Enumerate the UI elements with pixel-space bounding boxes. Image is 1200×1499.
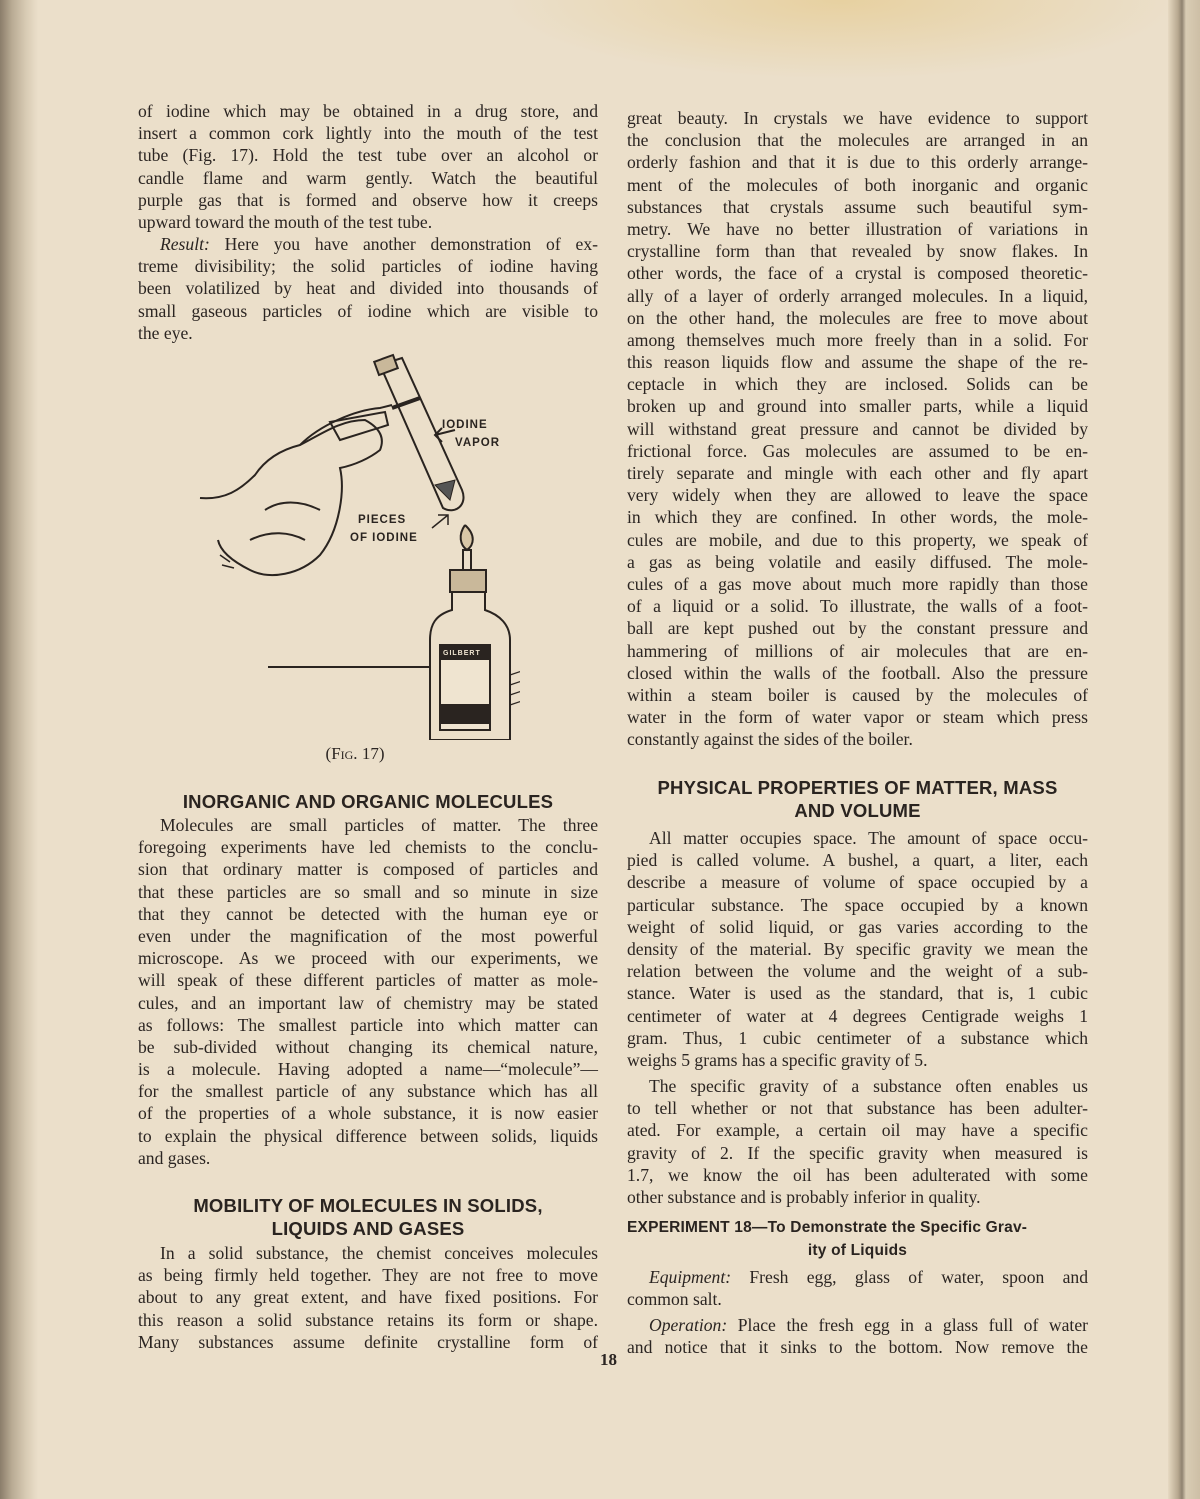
- text-line: [138, 277, 598, 299]
- text-line: [627, 640, 1088, 662]
- line-text: ceptacle in which they are inclosed. Solids can be: [627, 374, 1088, 395]
- line-text: describe a measure of volume of space occupied by a: [627, 872, 1088, 893]
- line-text: orderly fashion and that it is due to this orderly arrange-: [627, 152, 1088, 173]
- line-text: Fresh egg, glass of water, spoon and: [731, 1267, 1088, 1287]
- caption-fig: Fig.: [331, 744, 358, 763]
- heading-experiment-18: [627, 1216, 1088, 1262]
- line-text: density of the material. By specific gravity we mean the: [627, 938, 1088, 959]
- line-text: weight of solid liquid, or gas varies according to the: [627, 916, 1088, 937]
- line-text: treme divisibility; the solid particles of iodine having: [138, 256, 598, 277]
- alcohol-lamp-bottle: [268, 525, 520, 740]
- text-line: [627, 827, 1088, 849]
- text-line: [138, 1014, 598, 1036]
- text-line: [627, 506, 1088, 528]
- line-text: to tell whether or not that substance has been adulter-: [627, 1098, 1088, 1119]
- line-text: insert a common cork lightly into the mouth of the test: [138, 123, 598, 144]
- caption-number: 17): [357, 744, 385, 763]
- line-text: Place the fresh egg in a glass full of water: [727, 1315, 1088, 1335]
- line-text: that these particles are so small and so minute in size: [138, 881, 598, 902]
- text-line: [138, 211, 598, 233]
- line-text: common salt.: [627, 1289, 722, 1310]
- page-binding-right: [1168, 0, 1200, 1499]
- line-text: to explain the physical difference between solids, liquids: [138, 1125, 598, 1146]
- line-text: tirely separate and mingle with each other and fly apart: [627, 463, 1088, 483]
- text-line: [627, 1314, 1088, 1336]
- text-line: [627, 894, 1088, 916]
- text-line: [627, 960, 1088, 982]
- text-line: [138, 1102, 598, 1124]
- line-text: gram. Thus, 1 cubic centimeter of a substance which: [627, 1027, 1088, 1048]
- line-text: and notice that it sinks to the bottom. Now remove the: [627, 1337, 1088, 1358]
- line-text: ally of a layer of orderly arranged molecules. In a liquid,: [627, 285, 1088, 306]
- heading-line-1: PHYSICAL PROPERTIES OF MATTER, MASS: [657, 777, 1058, 798]
- heading-line-1: EXPERIMENT 18—To Demonstrate the Specific Grav-: [627, 1219, 1028, 1236]
- line-text: weighs 5 grams has a specific gravity of 5.: [627, 1049, 928, 1070]
- text-line: [627, 573, 1088, 595]
- text-line: [627, 351, 1088, 373]
- line-text: metry. We have no better illustration of variations in: [627, 218, 1088, 239]
- page-number: 18: [600, 1350, 617, 1369]
- line-text: in which they are confined. In other words, the mole-: [627, 507, 1088, 528]
- text-line: [627, 1119, 1088, 1141]
- text-line: [138, 925, 598, 947]
- figure-17-illustration: [180, 350, 520, 740]
- paragraph-operation: [627, 1314, 1088, 1358]
- heading-line-1: MOBILITY OF MOLECULES IN SOLIDS,: [193, 1195, 543, 1216]
- test-tube: [374, 355, 463, 528]
- line-text: constantly against the sides of the boiler.: [627, 729, 913, 750]
- line-text: is a molecule. Having adopted a name—“molecule”—: [138, 1059, 598, 1080]
- text-line: [627, 706, 1088, 728]
- hand-illustration: [200, 405, 392, 575]
- line-text: candle flame and warm gently. Watch the beautiful: [138, 167, 598, 188]
- text-line: [627, 151, 1088, 173]
- paragraph-adulteration: [627, 1075, 1088, 1208]
- text-line: [627, 916, 1088, 938]
- line-text: cules of a gas move about much more rapidly than those: [627, 573, 1088, 594]
- line-text: Many substances assume definite crystalline form of: [138, 1331, 598, 1352]
- line-text: All matter occupies space. The amount of space occu-: [649, 828, 1088, 848]
- text-line: [627, 1266, 1088, 1288]
- heading-line-2: AND VOLUME: [794, 800, 921, 821]
- text-line: [138, 300, 598, 322]
- line-text: of a liquid or a solid. To illustrate, the walls of a foot-: [627, 596, 1088, 617]
- text-line: [138, 1058, 598, 1080]
- text-line: [138, 858, 598, 880]
- text-line: [138, 233, 598, 255]
- line-text: a gas as being volatile and easily diffused. The mole-: [627, 551, 1088, 572]
- paragraph-equipment: [627, 1266, 1088, 1310]
- text-line: [627, 938, 1088, 960]
- text-line: [627, 551, 1088, 573]
- text-line: [138, 1036, 598, 1058]
- text-line: [627, 174, 1088, 196]
- line-text: among themselves much more freely than in a solid. For: [627, 329, 1088, 350]
- line-text: been volatilized by heat and divided into thousands of: [138, 278, 598, 299]
- line-text: for the smallest particle of any substance which has all: [138, 1081, 598, 1102]
- italic-lead: Operation:: [649, 1315, 728, 1335]
- text-line: [627, 129, 1088, 151]
- text-line: [138, 836, 598, 858]
- heading-line-2: LIQUIDS AND GASES: [271, 1218, 465, 1239]
- line-text: pied is called volume. A bushel, a quart, a liter, each: [627, 850, 1088, 871]
- text-line: [138, 322, 598, 344]
- text-line: [627, 329, 1088, 351]
- line-text: ment of the molecules of both inorganic and organic: [627, 174, 1088, 195]
- line-text: and gases.: [138, 1147, 211, 1168]
- label-pieces-1: PIECES: [358, 514, 407, 526]
- text-line: [138, 122, 598, 144]
- line-text: within a steam boiler is caused by the molecules of: [627, 684, 1088, 705]
- text-line: [627, 849, 1088, 871]
- text-line: [627, 684, 1088, 706]
- line-text: other substance and is probably inferior in quality.: [627, 1186, 981, 1207]
- line-text: The specific gravity of a substance often enables us: [649, 1076, 1088, 1096]
- line-text: even under the magnification of the most powerful: [138, 925, 598, 946]
- text-line: [627, 1336, 1088, 1358]
- text-line: [627, 529, 1088, 551]
- italic-lead: Result:: [160, 234, 210, 254]
- text-line: [627, 1097, 1088, 1119]
- line-text: the conclusion that the molecules are arranged in an: [627, 130, 1088, 151]
- paragraph-crystals-liquids-gases: [627, 107, 1088, 750]
- text-line: [138, 947, 598, 969]
- text-line: [627, 307, 1088, 329]
- line-text: ball are kept pushed out by the constant pressure and: [627, 618, 1088, 639]
- line-text: substances that crystals assume such beautiful sym-: [627, 196, 1088, 217]
- line-text: that they cannot be detected with the human eye or: [138, 903, 598, 924]
- text-line: [627, 196, 1088, 218]
- text-line: [627, 107, 1088, 129]
- text-line: [138, 1242, 598, 1264]
- text-line: [138, 1331, 598, 1353]
- line-text: In a solid substance, the chemist conceives molecules: [160, 1243, 598, 1263]
- text-line: [138, 881, 598, 903]
- text-line: [138, 1080, 598, 1102]
- figure-caption: [300, 744, 410, 764]
- text-line: [138, 189, 598, 211]
- line-text: frictional force. Gas molecules are assumed to be en-: [627, 440, 1088, 461]
- text-line: [627, 728, 1088, 750]
- line-text: relation between the volume and the weight of a sub-: [627, 961, 1088, 982]
- line-text: Here you have another demonstration of ex-: [209, 234, 598, 254]
- line-text: small gaseous particles of iodine which are visible to: [138, 300, 598, 321]
- heading-inorganic-organic-molecules: INORGANIC AND ORGANIC MOLECULES: [182, 791, 554, 812]
- line-text: centimeter of water at 4 degrees Centigrade weighs 1: [627, 1005, 1088, 1026]
- line-text: sion that ordinary matter is composed of particles and: [138, 859, 598, 880]
- text-line: [627, 1049, 1088, 1071]
- page-edge-left: [0, 0, 38, 1499]
- label-iodine-vapor-2: VAPOR: [455, 437, 501, 449]
- text-line: [138, 1264, 598, 1286]
- line-text: will speak of these different particles of matter as mole-: [138, 970, 598, 991]
- line-text: of iodine which may be obtained in a drug store, and: [138, 101, 598, 121]
- text-line: [627, 617, 1088, 639]
- text-line: [627, 373, 1088, 395]
- line-text: hammering of millions of air molecules that are en-: [627, 640, 1088, 661]
- text-line: [627, 595, 1088, 617]
- text-line: [138, 1147, 598, 1169]
- line-text: crystalline form than that revealed by snow flakes. In: [627, 241, 1088, 262]
- heading-physical-properties: [627, 776, 1088, 822]
- heading-mobility-of-molecules: [138, 1194, 598, 1240]
- text-line: [138, 100, 598, 122]
- line-text: ated. For example, a certain oil may have a specific: [627, 1120, 1088, 1141]
- line-text: this reason liquids flow and assume the shape of the re-: [627, 352, 1088, 373]
- text-line: [138, 1125, 598, 1147]
- line-text: stance. Water is used as the standard, that is, 1 cubic: [627, 983, 1088, 1004]
- text-line: [627, 262, 1088, 284]
- line-text: of the properties of a whole substance, it is now easier: [138, 1103, 598, 1124]
- paragraph-solids: [138, 1242, 598, 1353]
- text-line: [627, 1164, 1088, 1186]
- line-text: on the other hand, the molecules are free to move about: [627, 307, 1088, 328]
- text-line: [627, 462, 1088, 484]
- line-text: microscope. As we proceed with our experiments, we: [138, 948, 598, 969]
- text-line: [627, 1027, 1088, 1049]
- text-line: [138, 969, 598, 991]
- text-line: [627, 240, 1088, 262]
- line-text: great beauty. In crystals we have evidence to support: [627, 108, 1088, 128]
- text-line: [627, 395, 1088, 417]
- line-text: about to any great extent, and have fixed positions. For: [138, 1287, 598, 1308]
- heading-line-2: ity of Liquids: [807, 1242, 908, 1259]
- text-line: [627, 1005, 1088, 1027]
- text-line: [627, 285, 1088, 307]
- line-text: Molecules are small particles of matter. The three: [160, 815, 598, 835]
- text-line: [138, 167, 598, 189]
- paragraph-volume-specific-gravity: [627, 827, 1088, 1071]
- italic-lead: Equipment:: [649, 1267, 732, 1287]
- line-text: very widely when they are allowed to leave the space: [627, 485, 1088, 506]
- text-line: [627, 1186, 1088, 1208]
- line-text: closed within the walls of the football. Also the pressure: [627, 662, 1088, 683]
- text-line: [627, 440, 1088, 462]
- line-text: cules, and an important law of chemistry may be stated: [138, 992, 598, 1013]
- line-text: be sub-divided without changing its chemical nature,: [138, 1036, 598, 1057]
- text-line: [627, 418, 1088, 440]
- line-text: will withstand great pressure and cannot be divided by: [627, 418, 1088, 439]
- line-text: particular substance. The space occupied by a known: [627, 894, 1088, 915]
- line-text: broken up and ground into smaller parts, while a liquid: [627, 396, 1088, 417]
- text-line: [627, 982, 1088, 1004]
- caption-open: (: [325, 744, 332, 763]
- text-line: [627, 662, 1088, 684]
- text-line: [138, 255, 598, 277]
- paragraph-result: [138, 233, 598, 344]
- line-text: cules are mobile, and due to this property, we speak of: [627, 529, 1088, 550]
- paper-stain: [500, 0, 1180, 80]
- line-text: foregoing experiments have led chemists to the conclu-: [138, 837, 598, 858]
- text-line: [138, 814, 598, 836]
- line-text: water in the form of water vapor or steam which press: [627, 707, 1088, 728]
- line-text: as being firmly held together. They are not free to move: [138, 1265, 598, 1286]
- text-line: [627, 1288, 1088, 1310]
- line-text: 1.7, we know the oil has been adulterated with some: [627, 1164, 1088, 1185]
- text-line: [627, 218, 1088, 240]
- text-line: [138, 992, 598, 1014]
- bottle-label-text: GILBERT: [443, 650, 481, 657]
- text-line: [627, 1142, 1088, 1164]
- line-text: gravity of 2. If the specific gravity when measured is: [627, 1142, 1088, 1163]
- text-line: [138, 144, 598, 166]
- paragraph-iodine-procedure: [138, 100, 598, 233]
- label-pieces-2: OF IODINE: [350, 532, 418, 544]
- line-text: upward toward the mouth of the test tube.: [138, 211, 433, 232]
- line-text: tube (Fig. 17). Hold the test tube over an alcohol or: [138, 145, 598, 166]
- line-text: other words, the face of a crystal is composed theoretic-: [627, 263, 1088, 284]
- label-iodine-vapor-1: IODINE: [442, 419, 488, 431]
- text-line: [138, 1309, 598, 1331]
- line-text: the eye.: [138, 322, 193, 343]
- text-line: [138, 903, 598, 925]
- line-text: purple gas that is formed and observe how it creeps: [138, 189, 598, 210]
- text-line: [627, 1075, 1088, 1097]
- text-line: [627, 871, 1088, 893]
- line-text: as follows: The smallest particle into which matter can: [138, 1014, 598, 1035]
- paragraph-molecules: [138, 814, 598, 1169]
- text-line: [627, 484, 1088, 506]
- text-line: [138, 1286, 598, 1308]
- line-text: this reason a solid substance retains its form or shape.: [138, 1309, 598, 1330]
